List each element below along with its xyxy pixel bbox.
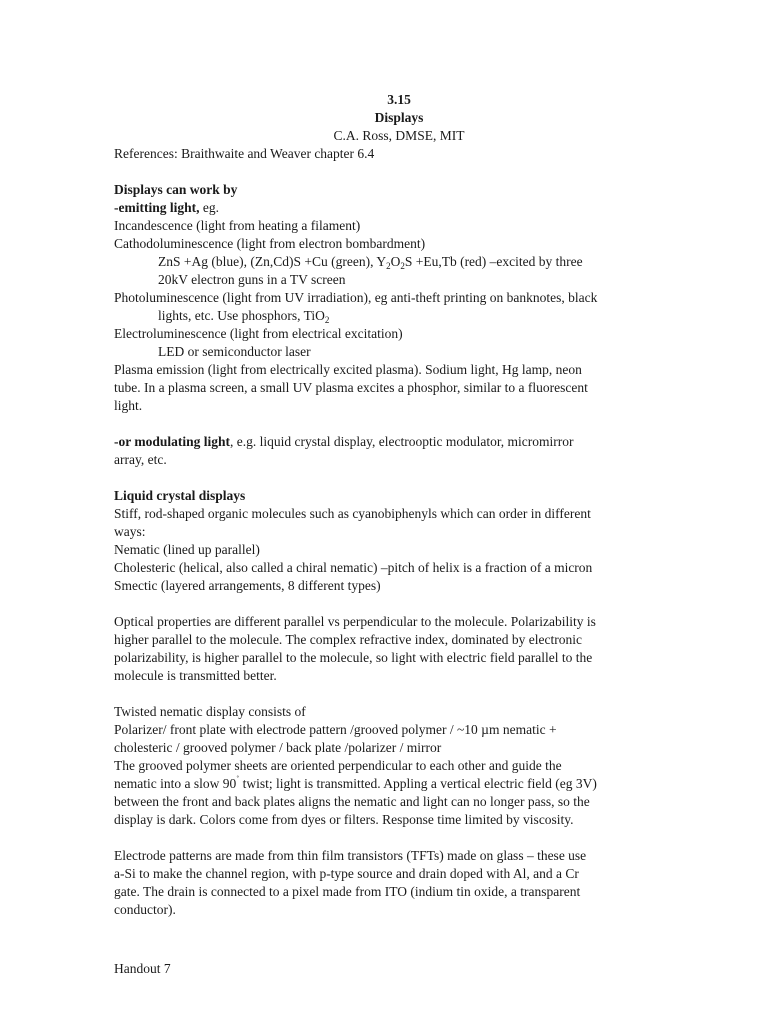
twisted-line-1: Twisted nematic display consists of	[114, 704, 306, 719]
twisted-line-7: display is dark. Colors come from dyes or filters. Response time limited by viscosity.	[114, 812, 574, 827]
plasma-line-3: light.	[114, 398, 143, 413]
document-body	[114, 91, 664, 919]
modulating-lead-rest: , e.g. liquid crystal display, electrooptic modulator, micromirror	[230, 434, 574, 449]
optical-line-2: higher parallel to the molecule. The complex refractive index, dominated by electronic	[114, 632, 582, 647]
modulating-line-1	[114, 433, 664, 451]
cathodo-detail-part3: S +Eu,Tb (red) –excited by three	[404, 254, 583, 269]
optical-line-1: Optical properties are different parallel vs perpendicular to the molecule. Polarizability is	[114, 614, 596, 629]
photoluminescence-line-cont	[114, 307, 664, 325]
section-heading-lcd: Liquid crystal displays	[114, 488, 246, 503]
cathodoluminescence-detail-cont: 20kV electron guns in a TV screen	[158, 272, 346, 287]
photo-cont-text: lights, etc. Use phosphors, TiO	[158, 308, 325, 323]
spacer	[114, 829, 664, 847]
nematic-line: Nematic (lined up parallel)	[114, 542, 260, 557]
emitting-lead-rest: eg.	[199, 200, 219, 215]
electrode-line-1: Electrode patterns are made from thin film transistors (TFTs) made on glass – these use	[114, 848, 587, 863]
twisted-line-5a: nematic into a slow 90	[114, 776, 237, 791]
spacer	[114, 415, 664, 433]
plasma-line-1: Plasma emission (light from electrically excited plasma). Sodium light, Hg lamp, neon	[114, 362, 582, 377]
cathodo-detail-part2: O	[390, 254, 401, 269]
lcd-line-2: ways:	[114, 524, 146, 539]
lcd-line-1: Stiff, rod-shaped organic molecules such as cyanobiphenyls which can order in different	[114, 506, 591, 521]
electrode-line-2: a-Si to make the channel region, with p-type source and drain doped with Al, and a Cr	[114, 866, 579, 881]
twisted-line-3: cholesteric / grooved polymer / back plate /polarizer / mirror	[114, 740, 442, 755]
emitting-lead-bold: -emitting light,	[114, 200, 200, 215]
twisted-line-6: between the front and back plates aligns the nematic and light can no longer pass, so the	[114, 794, 590, 809]
electrode-line-3: gate. The drain is connected to a pixel made from ITO (indium tin oxide, a transparent	[114, 884, 581, 899]
cathodo-subscript-b: 2	[400, 261, 405, 271]
optical-line-4: molecule is transmitted better.	[114, 668, 277, 683]
cathodo-detail-part1: ZnS +Ag (blue), (Zn,Cd)S +Cu (green), Y	[158, 254, 387, 269]
spacer	[114, 163, 664, 181]
cathodo-subscript-a: 2	[386, 261, 391, 271]
modulating-line-2: array, etc.	[114, 452, 167, 467]
twisted-line-4: The grooved polymer sheets are oriented perpendicular to each other and guide the	[114, 758, 562, 773]
twisted-line-5	[114, 775, 664, 793]
references-line: References: Braithwaite and Weaver chapter 6.4	[114, 146, 375, 161]
photoluminescence-line: Photoluminescence (light from UV irradiation), eg anti-theft printing on banknotes, black	[114, 290, 598, 305]
emitting-lead	[114, 199, 664, 217]
cathodoluminescence-detail	[114, 253, 664, 271]
smectic-line: Smectic (layered arrangements, 8 different types)	[114, 578, 381, 593]
spacer	[114, 685, 664, 703]
cathodoluminescence-line: Cathodoluminescence (light from electron bombardment)	[114, 236, 426, 251]
author-line: C.A. Ross, DMSE, MIT	[333, 128, 465, 143]
electrode-line-4: conductor).	[114, 902, 176, 917]
spacer	[114, 595, 664, 613]
twisted-line-2: Polarizer/ front plate with electrode pattern /grooved polymer / ~10 µm nematic +	[114, 722, 557, 737]
cholesteric-line: Cholesteric (helical, also called a chiral nematic) –pitch of helix is a fraction of a micron	[114, 560, 593, 575]
incandescence-line: Incandescence (light from heating a filament)	[114, 218, 361, 233]
section-heading-displays: Displays can work by	[114, 182, 238, 197]
photo-subscript: 2	[324, 315, 330, 325]
document-title: Displays	[374, 110, 424, 125]
plasma-line-2: tube. In a plasma screen, a small UV plasma excites a phosphor, similar to a fluorescent	[114, 380, 588, 395]
modulating-lead-bold: -or modulating light	[114, 434, 231, 449]
electroluminescence-line: Electroluminescence (light from electrical excitation)	[114, 326, 403, 341]
electroluminescence-detail: LED or semiconductor laser	[158, 344, 311, 359]
spacer	[114, 469, 664, 487]
degree-symbol: ˚	[236, 774, 240, 785]
section-number: 3.15	[387, 92, 411, 107]
optical-line-3: polarizability, is higher parallel to the molecule, so light with electric field parallel to the	[114, 650, 593, 665]
page-footer: Handout 7	[114, 961, 171, 976]
twisted-line-5b: twist; light is transmitted. Appling a vertical electric field (eg 3V)	[239, 776, 597, 791]
